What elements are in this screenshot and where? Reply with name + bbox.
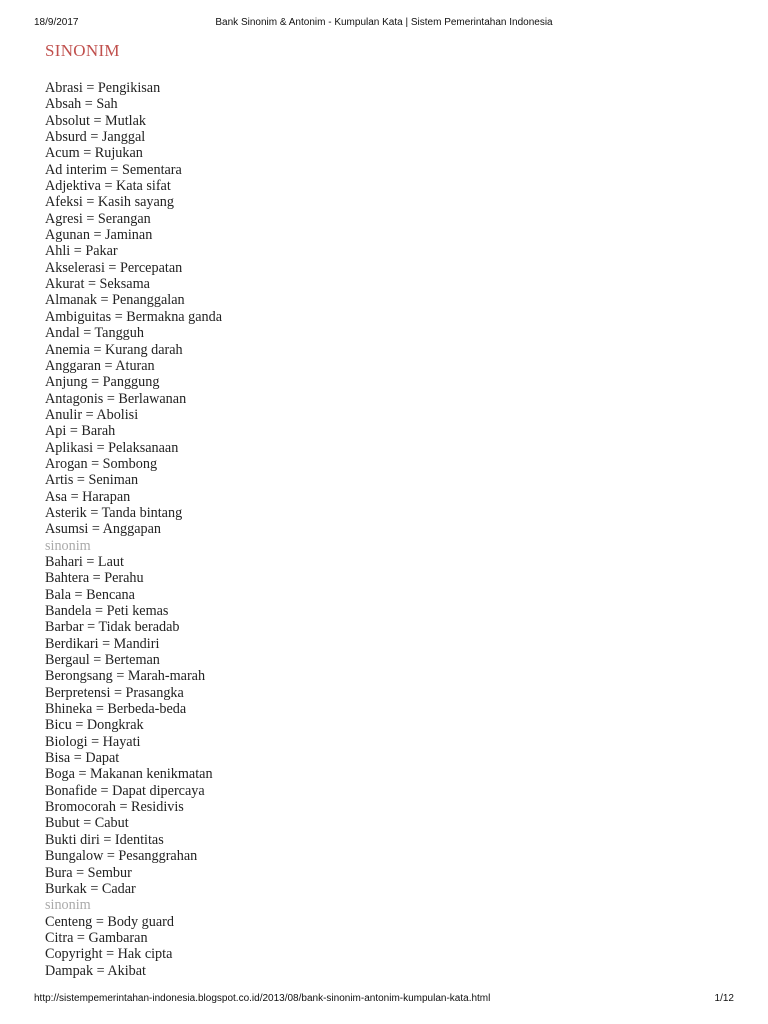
synonym-entry: Bubut = Cabut (45, 815, 129, 832)
synonym-entry: Bonafide = Dapat dipercaya (45, 782, 205, 799)
synonym-entry: Bisa = Dapat (45, 750, 120, 767)
synonym-entry: Absurd = Janggal (45, 129, 146, 146)
synonym-entry: Akselerasi = Percepatan (45, 259, 183, 276)
synonym-entry: Artis = Seniman (45, 472, 139, 489)
synonym-entry: Bungalow = Pesanggrahan (45, 848, 198, 865)
synonym-entry: Andal = Tangguh (45, 325, 144, 342)
synonym-entry: Anjung = Panggung (45, 374, 160, 391)
synonym-entry: Bahari = Laut (45, 553, 124, 570)
synonym-entry: Akurat = Seksama (45, 276, 150, 293)
synonym-entry: Agunan = Jaminan (45, 227, 153, 244)
synonym-entry: Bromocorah = Residivis (45, 799, 184, 816)
page-title: Bank Sinonim & Antonim - Kumpulan Kata | Sistem Pemerintahan Indonesia (215, 17, 553, 28)
synonym-entry: Bicu = Dongkrak (45, 717, 144, 734)
source-url[interactable]: http://sistempemerintahan-indonesia.blogspot.co.id/2013/08/bank-sinonim-antonim-kumpulan-kata.html (34, 993, 491, 1004)
synonym-entry: Anggaran = Aturan (45, 357, 155, 374)
synonym-entry: Acum = Rujukan (45, 145, 143, 162)
page-header (34, 17, 734, 31)
synonym-entry: Biologi = Hayati (45, 733, 141, 750)
synonym-entry: Adjektiva = Kata sifat (45, 178, 171, 195)
tag-link[interactable]: sinonim (45, 537, 91, 554)
synonym-entry: Anulir = Abolisi (45, 406, 139, 423)
page-footer (34, 993, 734, 1007)
synonym-entry: Asumsi = Anggapan (45, 521, 161, 538)
tag-link[interactable]: sinonim (45, 897, 91, 914)
synonym-entry: Dampak = Akibat (45, 962, 146, 979)
synonym-entry: Citra = Gambaran (45, 929, 148, 946)
synonym-entry: Burkak = Cadar (45, 880, 136, 897)
synonym-entry: Asa = Harapan (45, 488, 131, 505)
synonym-entry: Berongsang = Marah-marah (45, 668, 206, 685)
synonym-entry: Bukti diri = Identitas (45, 831, 164, 848)
synonym-entry: Absolut = Mutlak (45, 112, 147, 129)
synonym-entry: Bergaul = Berteman (45, 652, 160, 669)
synonym-entry: Abrasi = Pengikisan (45, 80, 161, 96)
synonym-entry: Arogan = Sombong (45, 455, 158, 472)
synonym-entry: Boga = Makanan kenikmatan (45, 766, 213, 783)
synonym-entry: Berpretensi = Prasangka (45, 684, 184, 701)
page-number: 1/12 (714, 993, 734, 1004)
synonym-entry: Bala = Bencana (45, 586, 135, 603)
synonym-entry: Bhineka = Berbeda-beda (45, 701, 187, 718)
synonym-entry: Ambiguitas = Bermakna ganda (45, 308, 223, 325)
synonym-entry: Bura = Sembur (45, 864, 132, 881)
synonym-entry: Ahli = Pakar (45, 243, 118, 260)
synonym-entry: Ad interim = Sementara (45, 161, 182, 178)
synonym-entry: Antagonis = Berlawanan (45, 390, 187, 407)
synonym-entry: Aplikasi = Pelaksanaan (45, 439, 179, 456)
synonym-entry: Bandela = Peti kemas (45, 603, 169, 619)
synonym-entry: Centeng = Body guard (45, 913, 174, 930)
synonym-list (45, 80, 222, 979)
synonym-entry: Anemia = Kurang darah (45, 341, 183, 358)
synonym-entry: Asterik = Tanda bintang (45, 504, 183, 521)
synonym-entry: Barbar = Tidak beradab (45, 619, 180, 636)
section-heading: SINONIM (45, 41, 120, 60)
synonym-entry: Almanak = Penanggalan (45, 292, 185, 309)
print-date: 18/9/2017 (34, 17, 79, 28)
synonym-entry: Afeksi = Kasih sayang (45, 194, 174, 211)
synonym-entry: Agresi = Serangan (45, 210, 151, 227)
synonym-entry: Bahtera = Perahu (45, 570, 144, 587)
synonym-entry: Copyright = Hak cipta (45, 946, 173, 963)
synonym-entry: Absah = Sah (45, 96, 118, 113)
synonym-entry: Api = Barah (45, 423, 116, 440)
synonym-entry: Berdikari = Mandiri (45, 635, 160, 652)
